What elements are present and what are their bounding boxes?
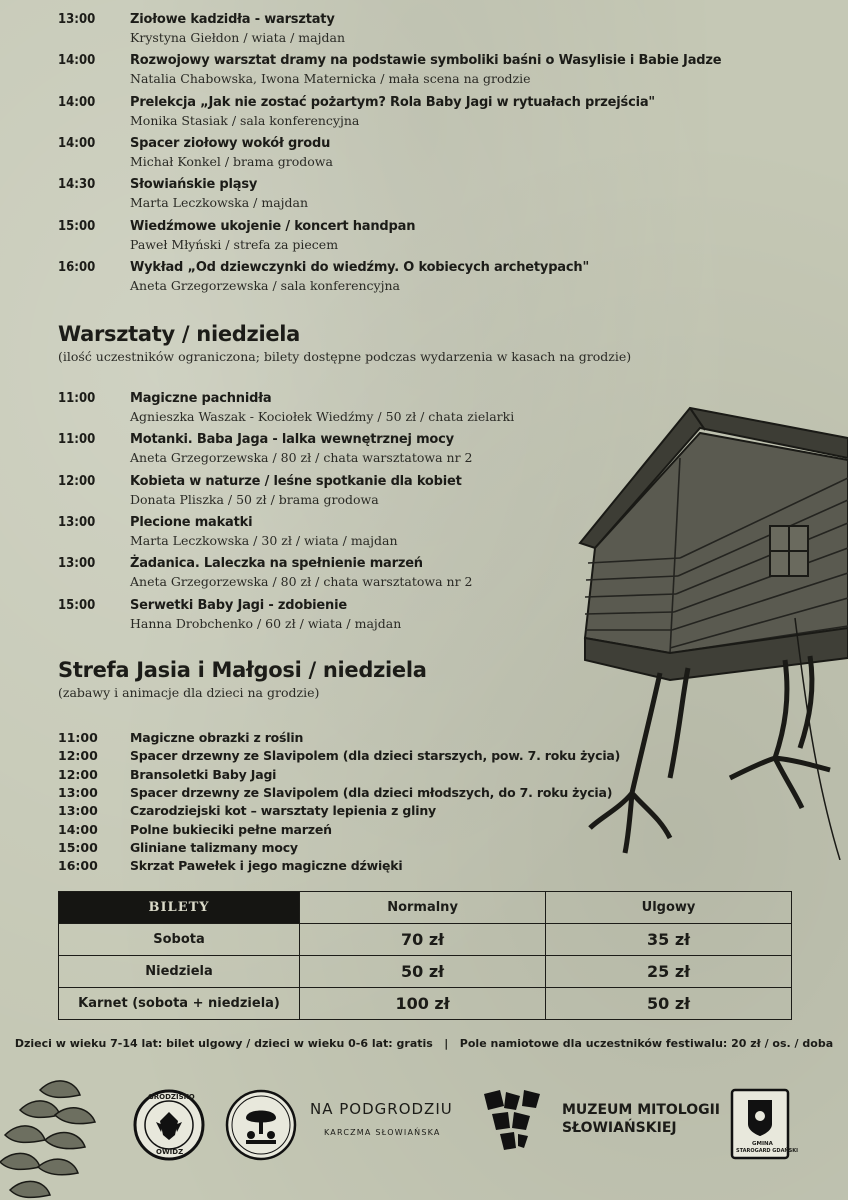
event-time: 16:00 [58, 858, 98, 874]
event-time: 12:00 [58, 766, 98, 782]
event-title: Skrzat Pawełek i jego magiczne dźwięki [130, 858, 403, 874]
event-title: Plecione makatki [130, 514, 253, 530]
price-normal: 50 zł [300, 956, 546, 988]
owidz-text: OWIDZ [156, 1148, 184, 1156]
event-title: Rozwojowy warsztat dramy na podstawie symboliki baśni o Wasylisie i Babie Jadze [130, 53, 722, 69]
event-time: 13:00 [58, 803, 98, 819]
event-details: Paweł Młyński / strefa za piecem [130, 236, 339, 252]
gmina-line1: GMINA [752, 1141, 773, 1147]
row-label: Karnet (sobota + niedziela) [59, 988, 300, 1020]
event-details: Aneta Grzegorzewska / 80 zł / chata warsztatowa nr 2 [130, 574, 473, 590]
na-podgrodziu-logo [224, 1088, 298, 1162]
muzeum-mitologii-logo [482, 1090, 542, 1152]
podgrodziu-title: NA PODGRODZIU [310, 1100, 453, 1118]
event-details: Marta Leczkowska / majdan [130, 195, 309, 211]
list-item [58, 95, 758, 133]
gmina-line2: STAROGARD GDAŃSKI [736, 1148, 798, 1154]
price-reduced: 25 zł [546, 956, 792, 988]
event-title: Magiczne obrazki z roślin [130, 730, 304, 745]
table-row [59, 924, 792, 956]
price-reduced: 50 zł [546, 988, 792, 1020]
list-item [58, 177, 758, 215]
event-time: 13:00 [58, 556, 96, 572]
event-title: Wykład „Od dziewczynki do wiedźmy. O kobiecych archetypach" [130, 259, 590, 275]
table-row [59, 988, 792, 1020]
table-row [59, 956, 792, 988]
event-title: Gliniane talizmany mocy [130, 839, 298, 855]
list-item [58, 219, 758, 257]
event-details: Monika Stasiak / sala konferencyjna [130, 112, 360, 128]
event-details: Agnieszka Waszak - Kociołek Wiedźmy / 50 zł / chata zielarki [130, 409, 515, 424]
event-time: 11:00 [58, 432, 96, 448]
event-time: 13:00 [58, 12, 96, 27]
event-details: Aneta Grzegorzewska / 80 zł / chata warsztatowa nr 2 [130, 450, 473, 466]
event-title: Polne bukieciki pełne marzeń [130, 821, 332, 837]
col-normal-header: Normalny [300, 892, 546, 924]
event-title: Serwetki Baby Jagi - zdobienie [130, 597, 347, 613]
event-details: Marta Leczkowska / 30 zł / wiata / majdan [130, 532, 398, 548]
price-reduced: 35 zł [546, 924, 792, 956]
event-time: 14:00 [58, 53, 96, 69]
event-time: 15:00 [58, 218, 96, 234]
event-title: Czarodziejski kot – warsztaty lepienia z gliny [130, 803, 436, 819]
event-details: Michał Konkel / brama grodowa [130, 153, 333, 169]
event-title: Prelekcja „Jak nie zostać pożartym? Rola Baby Jagi w rytuałach przejścia" [130, 94, 655, 110]
event-time: 11:00 [58, 391, 96, 406]
muzeum-line1: MUZEUM MITOLOGII [562, 1102, 721, 1118]
workshops-note: (ilość uczestników ograniczona; bilety dostępne podczas wydarzenia w kasach na grodzie) [58, 349, 632, 364]
list-item [58, 260, 758, 298]
event-time: 13:00 [58, 514, 96, 530]
event-details: Aneta Grzegorzewska / sala konferencyjna [130, 277, 400, 293]
event-title: Bransoletki Baby Jagi [130, 766, 277, 782]
list-item [58, 12, 758, 50]
event-time: 16:00 [58, 259, 96, 275]
col-reduced-header: Ulgowy [546, 892, 792, 924]
event-details: Krystyna Giełdon / wiata / majdan [130, 30, 345, 45]
event-time: 13:00 [58, 784, 98, 800]
event-title: Ziołowe kadzidła - warsztaty [130, 12, 335, 27]
event-time: 14:00 [58, 94, 96, 110]
event-title: Spacer ziołowy wokół grodu [130, 135, 331, 151]
list-item [58, 136, 758, 174]
row-label: Sobota [59, 924, 300, 956]
event-title: Słowiańskie pląsy [130, 177, 258, 193]
pinecone-illustration-icon [0, 1070, 110, 1200]
grodzisko-text: GRODZISKO [148, 1093, 195, 1101]
event-time: 15:00 [58, 839, 98, 855]
chicken-leg-hut-illustration-icon [570, 398, 848, 860]
event-time: 12:00 [58, 473, 96, 489]
list-item [58, 53, 758, 91]
event-title: Żadanica. Laleczka na spełnienie marzeń [130, 556, 423, 572]
event-title: Wiedźmowe ukojenie / koncert handpan [130, 218, 416, 234]
price-normal: 100 zł [300, 988, 546, 1020]
price-normal: 70 zł [300, 924, 546, 956]
podgrodziu-subtitle: KARCZMA SŁOWIAŃSKA [324, 1128, 441, 1137]
event-title: Magiczne pachnidła [130, 391, 272, 406]
event-details: Hanna Drobchenko / 60 zł / wiata / majdan [130, 615, 402, 631]
event-details: Natalia Chabowska, Iwona Maternicka / mała scena na grodzie [130, 71, 531, 87]
kids-zone-heading: Strefa Jasia i Małgosi / niedziela [58, 658, 427, 682]
event-time: 14:00 [58, 135, 96, 151]
event-time: 14:00 [58, 821, 98, 837]
tickets-footnote: Dzieci w wieku 7-14 lat: bilet ulgowy / dzieci w wieku 0-6 lat: gratis | Pole namiotowe dla uczestników festiwalu: 20 zł / os. / doba [14, 1037, 834, 1050]
event-title: Kobieta w naturze / leśne spotkanie dla kobiet [130, 473, 462, 489]
event-time: 12:00 [58, 748, 98, 764]
event-time: 15:00 [58, 597, 96, 613]
event-title: Spacer drzewny ze Slavipolem (dla dzieci starszych, pow. 7. roku życia) [130, 748, 621, 764]
event-title: Motanki. Baba Jaga - lalka wewnętrznej mocy [130, 432, 454, 448]
event-details: Donata Pliszka / 50 zł / brama grodowa [130, 491, 379, 507]
list-item [58, 858, 758, 876]
workshops-heading: Warsztaty / niedziela [58, 322, 301, 346]
kids-zone-note: (zabawy i animacje dla dzieci na grodzie) [58, 685, 320, 700]
event-time: 14:30 [58, 177, 96, 193]
tickets-header: BILETY [59, 892, 300, 924]
event-title: Spacer drzewny ze Slavipolem (dla dzieci młodszych, do 7. roku życia) [130, 784, 613, 800]
event-time: 11:00 [58, 730, 98, 745]
tickets-table [58, 891, 792, 1020]
row-label: Niedziela [59, 956, 300, 988]
muzeum-line2: SŁOWIAŃSKIEJ [562, 1120, 677, 1136]
